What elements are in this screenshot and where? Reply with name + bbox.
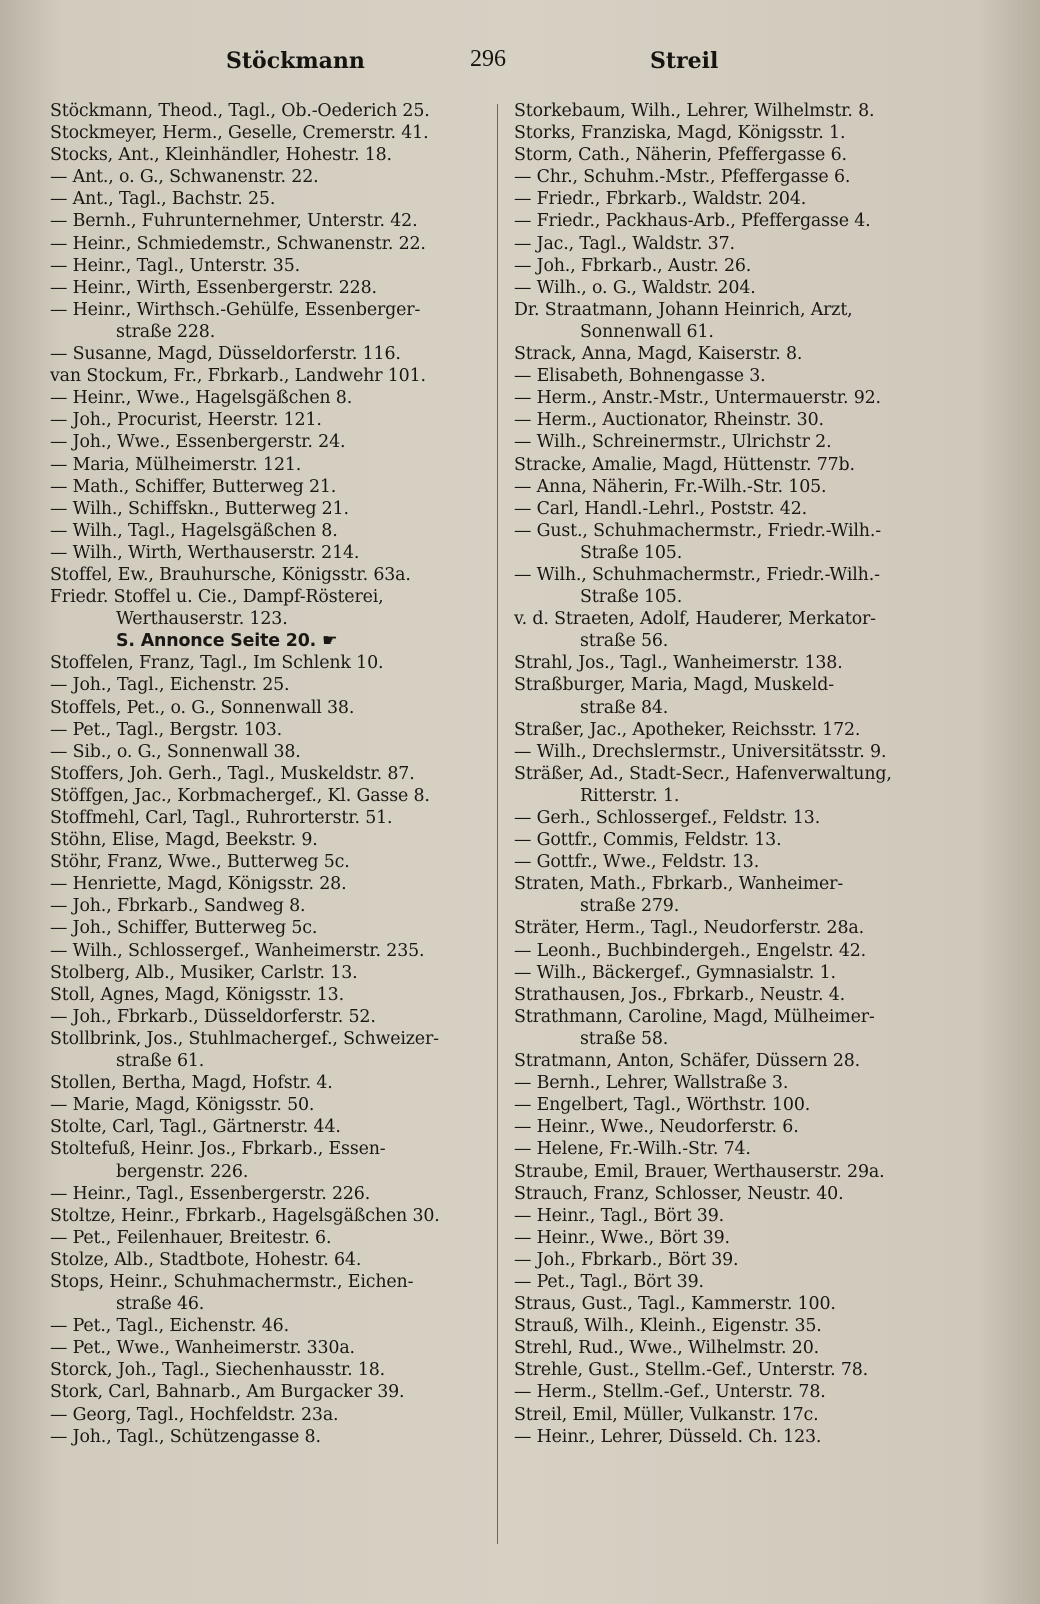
directory-entry: Straßer, Jac., Apotheker, Reichsstr. 172.	[514, 719, 861, 740]
directory-entry: Stoltze, Heinr., Fbrkarb., Hagelsgäßchen 30.	[50, 1205, 440, 1226]
directory-entry: Strehle, Gust., Stellm.-Gef., Unterstr. 78.	[514, 1360, 869, 1381]
directory-entry: — Maria, Mülheimerstr. 121.	[50, 454, 302, 475]
directory-entry: — Wilh., Schuhmachermstr., Friedr.-Wilh.-	[514, 564, 880, 585]
directory-entry: — Heinr., Tagl., Essenbergerstr. 226.	[50, 1183, 371, 1204]
directory-entry: Stoffels, Pet., o. G., Sonnenwall 38.	[50, 697, 355, 718]
directory-entry: Stoltefuß, Heinr. Jos., Fbrkarb., Essen-	[50, 1139, 386, 1160]
entry-continuation: Straße 105.	[580, 587, 683, 608]
directory-entry: — Joh., Schiffer, Butterweg 5c.	[50, 918, 318, 939]
directory-entry: — Heinr., Wirthsch.-Gehülfe, Essenberger-	[50, 299, 421, 320]
directory-entry: — Wilh., Tagl., Hagelsgäßchen 8.	[50, 520, 338, 541]
directory-entry: Stolze, Alb., Stadtbote, Hohestr. 64.	[50, 1249, 362, 1270]
directory-entry: — Pet., Tagl., Bört 39.	[514, 1271, 704, 1292]
directory-entry: — Leonh., Buchbindergeh., Engelstr. 42.	[514, 940, 867, 961]
directory-entry: — Joh., Tagl., Schützengasse 8.	[50, 1426, 321, 1447]
entry-continuation: Ritterstr. 1.	[580, 785, 680, 806]
directory-entry: — Gerh., Schlossergef., Feldstr. 13.	[514, 808, 821, 828]
directory-entry: Streil, Emil, Müller, Vulkanstr. 17c.	[514, 1404, 819, 1425]
directory-entry: — Wilh., Drechslermstr., Universitätsstr. 9.	[514, 741, 887, 762]
directory-entry: — Pet., Tagl., Eichenstr. 46.	[50, 1316, 289, 1337]
directory-entry: — Heinr., Tagl., Unterstr. 35.	[50, 255, 300, 276]
entry-continuation: Sonnenwall 61.	[580, 321, 714, 342]
directory-entry: — Bernh., Fuhrunternehmer, Unterstr. 42.	[50, 211, 418, 232]
directory-entry: — Carl, Handl.-Lehrl., Poststr. 42.	[514, 498, 808, 519]
page-header	[0, 44, 1040, 84]
directory-entry: — Heinr., Tagl., Bört 39.	[514, 1205, 725, 1226]
directory-entry: — Herm., Anstr.-Mstr., Untermauerstr. 92.	[514, 388, 881, 409]
directory-entry: Strack, Anna, Magd, Kaiserstr. 8.	[514, 344, 803, 365]
directory-entry: — Marie, Magd, Königsstr. 50.	[50, 1095, 315, 1116]
directory-entry: — Joh., Fbrkarb., Austr. 26.	[514, 255, 752, 276]
directory-entry: — Wilh., Schlossergef., Wanheimerstr. 235.	[50, 940, 425, 961]
directory-entry: — Sib., o. G., Sonnenwall 38.	[50, 741, 301, 762]
directory-entry: Stocks, Ant., Kleinhändler, Hohestr. 18.	[50, 145, 392, 166]
directory-entry: — Wilh., Schreinermstr., Ulrichstr 2.	[514, 432, 832, 453]
directory-entry: — Gottfr., Wwe., Feldstr. 13.	[514, 852, 760, 873]
directory-entry: — Bernh., Lehrer, Wallstraße 3.	[514, 1073, 789, 1094]
directory-entry: Friedr. Stoffel u. Cie., Dampf-Rösterei,	[50, 587, 384, 608]
directory-entry: — Ant., o. G., Schwanenstr. 22.	[50, 167, 319, 188]
directory-entry: Stolberg, Alb., Musiker, Carlstr. 13.	[50, 962, 358, 983]
directory-entry: Stollen, Bertha, Magd, Hofstr. 4.	[50, 1073, 333, 1094]
directory-entry: Stoll, Agnes, Magd, Königsstr. 13.	[50, 984, 344, 1005]
directory-entry: — Herm., Stellm.-Gef., Unterstr. 78.	[514, 1382, 826, 1403]
directory-entry: Stoffers, Joh. Gerh., Tagl., Muskeldstr. 87.	[50, 763, 415, 784]
directory-entry: — Heinr., Wirth, Essenbergerstr. 228.	[50, 277, 377, 298]
directory-entry: Stops, Heinr., Schuhmachermstr., Eichen-	[50, 1271, 414, 1292]
entry-continuation: straße 56.	[580, 631, 669, 652]
directory-entry: Strauß, Wilh., Kleinh., Eigenstr. 35.	[514, 1316, 822, 1337]
directory-entry: — Wilh., Wirth, Werthauserstr. 214.	[50, 542, 360, 563]
directory-entry: — Joh., Fbrkarb., Bört 39.	[514, 1249, 739, 1270]
directory-entry: Stratmann, Anton, Schäfer, Düssern 28.	[514, 1051, 861, 1072]
directory-entry: — Gust., Schuhmachermstr., Friedr.-Wilh.-	[514, 520, 881, 541]
directory-entry: Stöhr, Franz, Wwe., Butterweg 5c.	[50, 852, 350, 873]
directory-entry: — Henriette, Magd, Königsstr. 28.	[50, 874, 347, 895]
directory-entry: Strehl, Rud., Wwe., Wilhelmstr. 20.	[514, 1338, 819, 1359]
directory-entry: — Joh., Wwe., Essenbergerstr. 24.	[50, 432, 346, 453]
directory-entry: Storm, Cath., Näherin, Pfeffergasse 6.	[514, 145, 847, 166]
directory-entry: Stöckmann, Theod., Tagl., Ob.-Oederich 25.	[50, 101, 430, 121]
directory-entry: Straus, Gust., Tagl., Kammerstr. 100.	[514, 1294, 836, 1315]
directory-entry: — Joh., Fbrkarb., Düsseldorferstr. 52.	[50, 1006, 376, 1027]
directory-entry: Storkebaum, Wilh., Lehrer, Wilhelmstr. 8.	[514, 101, 875, 121]
directory-entry: Stoffel, Ew., Brauhursche, Königsstr. 63a.	[50, 564, 411, 585]
directory-entry: Storks, Franziska, Magd, Königsstr. 1.	[514, 123, 846, 144]
directory-entry: — Heinr., Schmiedemstr., Schwanenstr. 22.	[50, 233, 426, 254]
directory-entry: Sträter, Herm., Tagl., Neudorferstr. 28a.	[514, 918, 864, 939]
directory-entry: — Wilh., Bäckergef., Gymnasialstr. 1.	[514, 962, 836, 983]
directory-entry: v. d. Straeten, Adolf, Hauderer, Merkator-	[514, 609, 876, 630]
directory-entry: Stolte, Carl, Tagl., Gärtnerstr. 44.	[50, 1117, 341, 1138]
directory-entry: Storck, Joh., Tagl., Siechenhausstr. 18.	[50, 1360, 386, 1381]
right-column	[514, 100, 970, 1448]
directory-entry: — Wilh., Schiffskn., Butterweg 21.	[50, 498, 349, 519]
directory-entry: Strathmann, Caroline, Magd, Mülheimer-	[514, 1006, 875, 1027]
entry-continuation: Straße 105.	[580, 542, 683, 563]
directory-entry: Straßburger, Maria, Magd, Muskeld-	[514, 675, 834, 696]
directory-entry: — Chr., Schuhm.-Mstr., Pfeffergasse 6.	[514, 167, 851, 188]
directory-entry: — Herm., Auctionator, Rheinstr. 30.	[514, 410, 824, 431]
directory-entry: — Heinr., Wwe., Neudorferstr. 6.	[514, 1117, 799, 1138]
directory-entry: Strauch, Franz, Schlosser, Neustr. 40.	[514, 1183, 844, 1204]
directory-entry: Sträßer, Ad., Stadt-Secr., Hafenverwaltung,	[514, 763, 892, 784]
entry-continuation: bergenstr. 226.	[116, 1161, 249, 1182]
directory-entry: — Friedr., Fbrkarb., Waldstr. 204.	[514, 189, 807, 210]
directory-entry: Straube, Emil, Brauer, Werthauserstr. 29a.	[514, 1161, 885, 1182]
directory-entry: Stoffelen, Franz, Tagl., Im Schlenk 10.	[50, 653, 384, 674]
directory-entry: — Wilh., o. G., Waldstr. 204.	[514, 277, 756, 298]
directory-entry: — Ant., Tagl., Bachstr. 25.	[50, 189, 276, 210]
entry-continuation: straße 58.	[580, 1028, 669, 1049]
directory-entry: — Joh., Procurist, Heerstr. 121.	[50, 410, 322, 431]
directory-entry: — Heinr., Wwe., Bört 39.	[514, 1227, 730, 1248]
directory-entry: Straten, Math., Fbrkarb., Wanheimer-	[514, 874, 844, 895]
entry-continuation: Werthauserstr. 123.	[116, 609, 288, 630]
entry-continuation: straße 279.	[580, 896, 680, 917]
directory-entry: Stracke, Amalie, Magd, Hüttenstr. 77b.	[514, 454, 855, 475]
entry-continuation: straße 84.	[580, 697, 669, 718]
directory-entry: — Pet., Wwe., Wanheimerstr. 330a.	[50, 1338, 355, 1359]
directory-entry: — Joh., Tagl., Eichenstr. 25.	[50, 675, 290, 696]
directory-entry: Stollbrink, Jos., Stuhlmachergef., Schweizer-	[50, 1028, 439, 1049]
entry-continuation: straße 61.	[116, 1051, 205, 1072]
entry-continuation: straße 46.	[116, 1294, 205, 1315]
directory-entry: — Jac., Tagl., Waldstr. 37.	[514, 233, 735, 254]
directory-entry: — Pet., Feilenhauer, Breitestr. 6.	[50, 1227, 332, 1248]
column-divider	[497, 104, 498, 1544]
left-column	[50, 100, 506, 1448]
directory-entry: — Anna, Näherin, Fr.-Wilh.-Str. 105.	[514, 476, 827, 497]
directory-entry: van Stockum, Fr., Fbrkarb., Landwehr 101.	[50, 366, 426, 387]
directory-entry: Stoffmehl, Carl, Tagl., Ruhrorterstr. 51.	[50, 808, 393, 828]
directory-entry: — Helene, Fr.-Wilh.-Str. 74.	[514, 1139, 751, 1160]
directory-entry: — Heinr., Wwe., Hagelsgäßchen 8.	[50, 388, 353, 409]
directory-entry: — Engelbert, Tagl., Wörthstr. 100.	[514, 1095, 811, 1116]
page-number: 296	[470, 46, 506, 72]
directory-entry: — Gottfr., Commis, Feldstr. 13.	[514, 830, 782, 851]
directory-entry: Stöffgen, Jac., Korbmachergef., Kl. Gasse 8.	[50, 785, 430, 806]
entry-continuation: straße 228.	[116, 321, 216, 342]
header-left-keyword: Stöckmann	[226, 48, 365, 74]
directory-entry: Stork, Carl, Bahnarb., Am Burgacker 39.	[50, 1382, 405, 1403]
directory-entry: Strathausen, Jos., Fbrkarb., Neustr. 4.	[514, 984, 846, 1005]
header-right-keyword: Streil	[650, 48, 719, 74]
directory-entry: — Friedr., Packhaus-Arb., Pfeffergasse 4.	[514, 211, 871, 232]
annonce-note: S. Annonce Seite 20. ☛	[116, 631, 338, 652]
directory-entry: Stockmeyer, Herm., Geselle, Cremerstr. 41.	[50, 123, 429, 144]
directory-entry: — Georg, Tagl., Hochfeldstr. 23a.	[50, 1404, 339, 1425]
directory-entry: — Susanne, Magd, Düsseldorferstr. 116.	[50, 344, 401, 365]
directory-entry: — Joh., Fbrkarb., Sandweg 8.	[50, 896, 306, 917]
directory-entry: — Heinr., Lehrer, Düsseld. Ch. 123.	[514, 1426, 822, 1447]
directory-entry: — Math., Schiffer, Butterweg 21.	[50, 476, 337, 497]
directory-entry: Strahl, Jos., Tagl., Wanheimerstr. 138.	[514, 653, 843, 674]
directory-entry: Stöhn, Elise, Magd, Beekstr. 9.	[50, 830, 318, 851]
directory-entry: — Pet., Tagl., Bergstr. 103.	[50, 719, 283, 740]
directory-entry: — Elisabeth, Bohnengasse 3.	[514, 366, 766, 387]
directory-entry: Dr. Straatmann, Johann Heinrich, Arzt,	[514, 299, 853, 320]
